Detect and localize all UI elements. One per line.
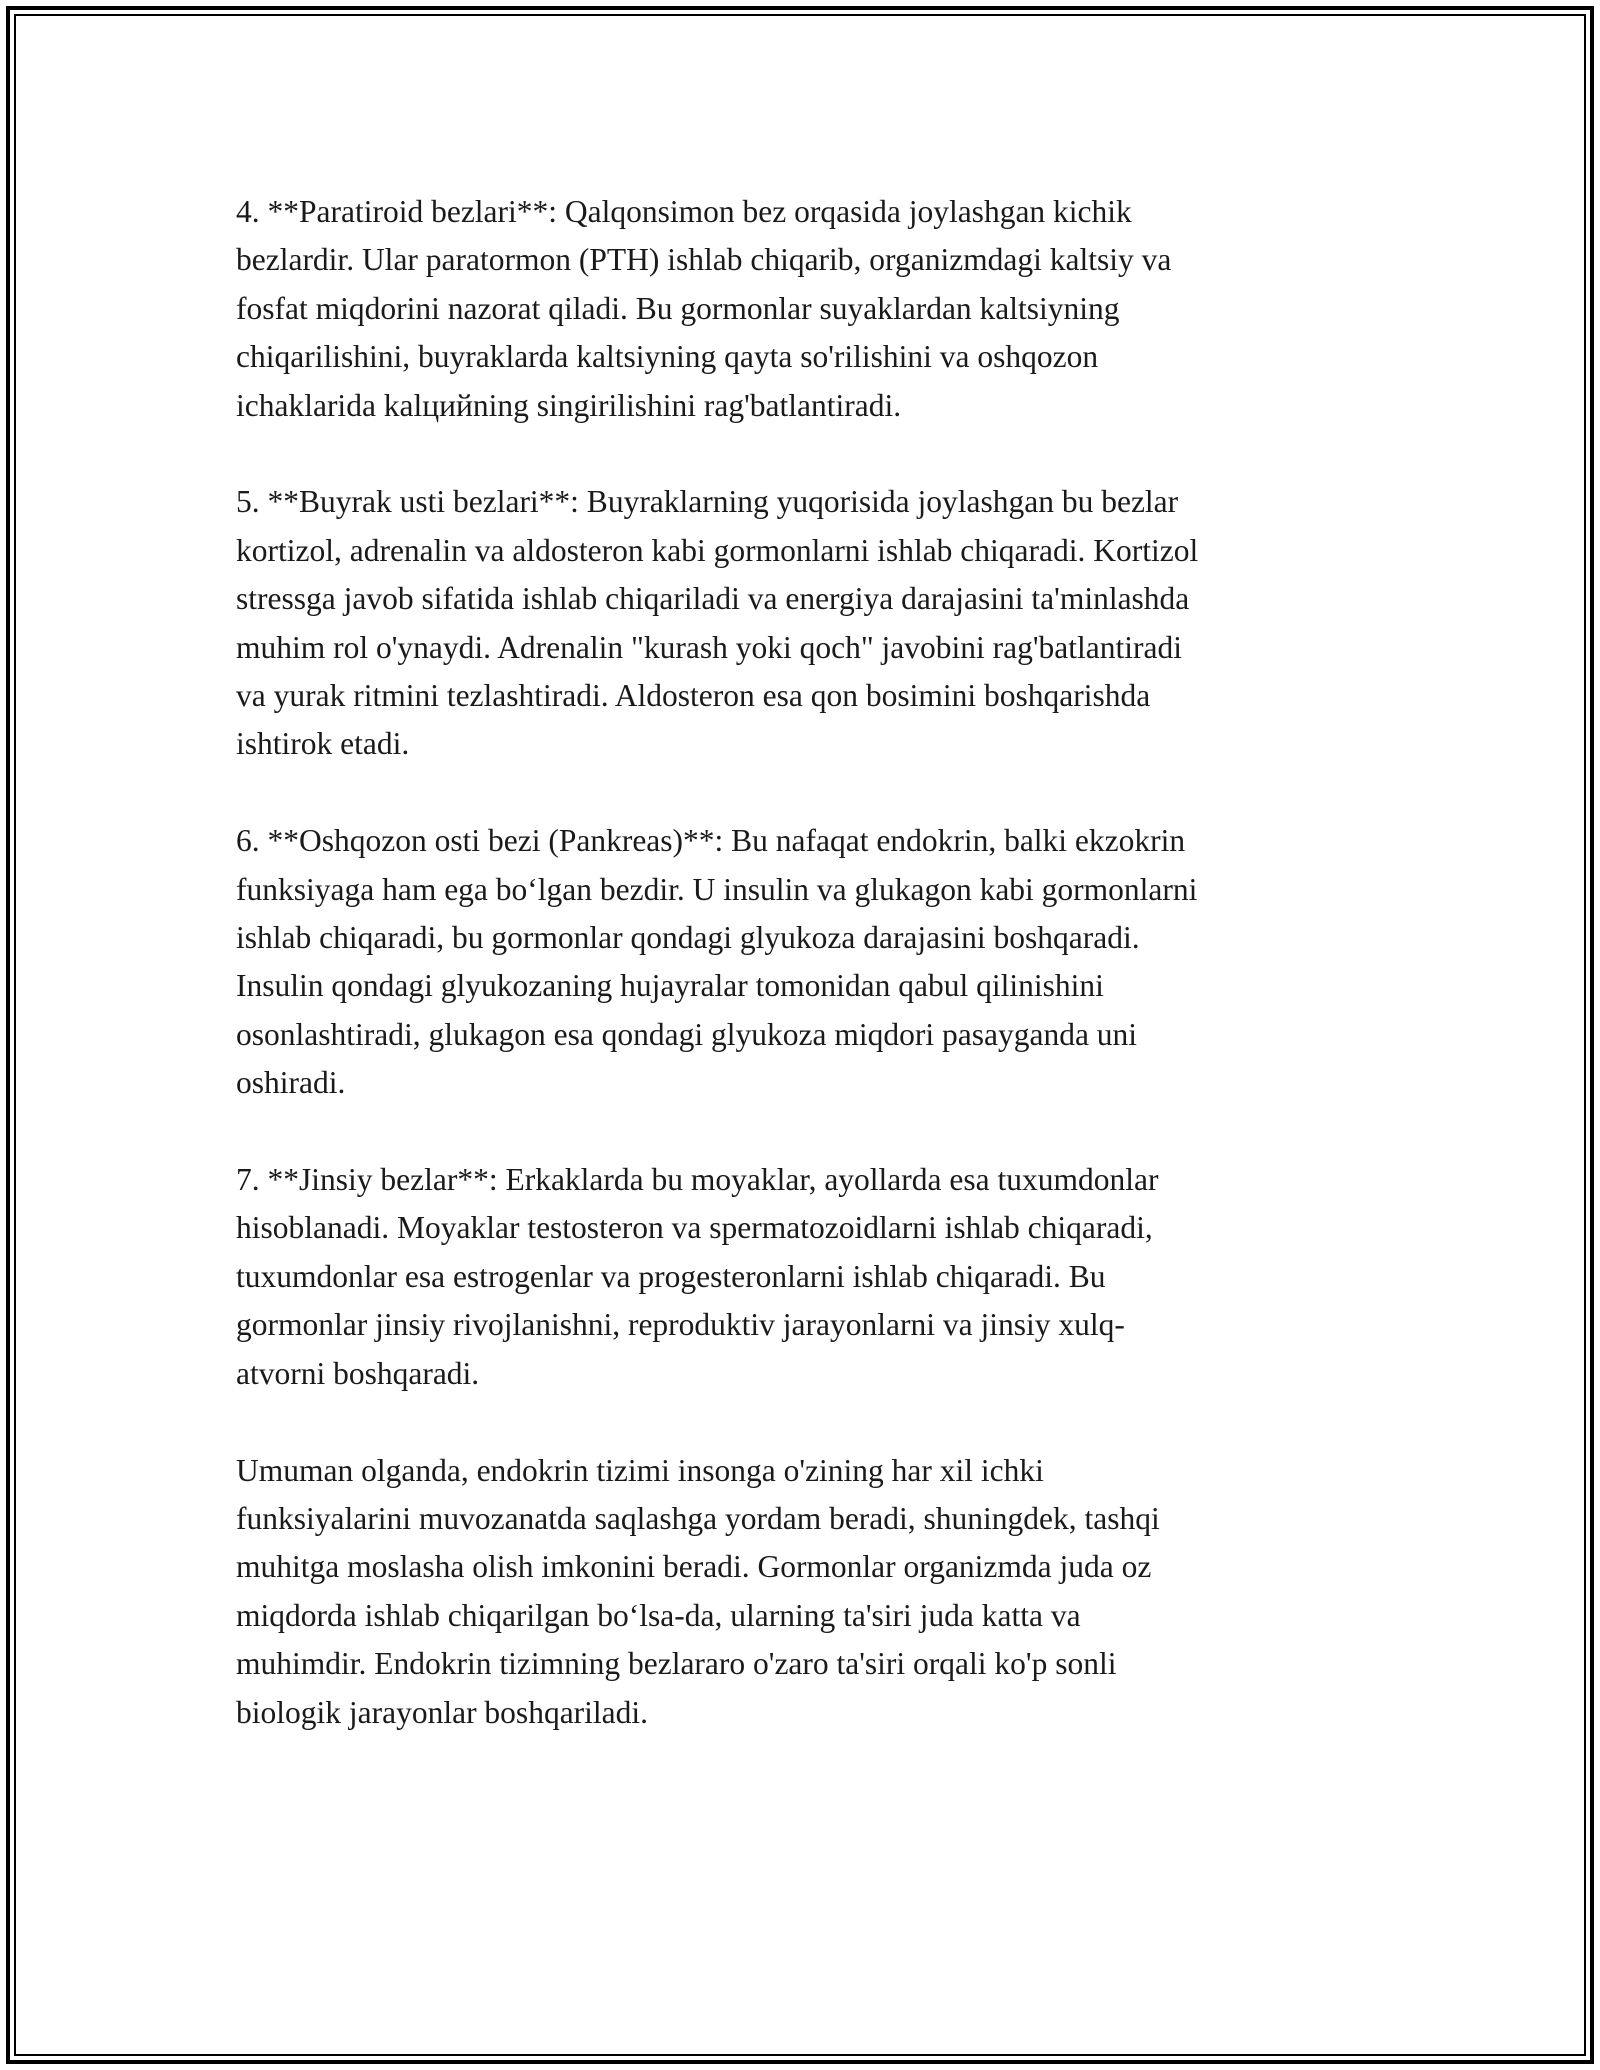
paragraph-jinsiy-bezlar: 7. **Jinsiy bezlar**: Erkaklarda bu moyaklar, ayollarda esa tuxumdonlar hisoblanadi. Moyaklar testosteron va spermatozoidlarni ishlab chiqaradi, tuxumdonlar esa estrogenlar va progesteronlarni ishlab chiqaradi. Bu gormonlar jinsiy rivojlanishni, reproduktiv jarayonlarni va jinsiy xulq- atvorni boshqaradi. xyxy=(236,1162,1159,1391)
paragraph-paratiroid-bezlari: 4. **Paratiroid bezlari**: Qalqonsimon bez orqasida joylashgan kichik bezlardir. Ular paratormon (PTH) ishlab chiqarib, organizmdagi kaltsiy va fosfat miqdorini nazorat qiladi. Bu gormonlar suyaklardan kaltsiyning chiqarilishini, buyraklarda kaltsiyning qayta so'rilishini va oshqozon ichaklarida kalцийning singirilishini rag'batlantiradi. xyxy=(236,194,1172,423)
document-body xyxy=(236,188,1376,1785)
paragraph-oshqozon-osti-bezi: 6. **Oshqozon osti bezi (Pankreas)**: Bu nafaqat endokrin, balki ekzokrin funksiyaga ham ega boʻlgan bezdir. U insulin va glukagon kabi gormonlarni ishlab chiqaradi, bu gormonlar qondagi glyukoza darajasini boshqaradi. Insulin qondagi glyukozaning hujayralar tomonidan qabul qilinishini osonlashtiradi, glukagon esa qondagi glyukoza miqdori pasayganda uni oshiradi. xyxy=(236,823,1198,1101)
paragraph-conclusion: Umuman olganda, endokrin tizimi insonga o'zining har xil ichki funksiyalarini muvozanatda saqlashga yordam beradi, shuningdek, tashqi muhitga moslasha olish imkonini beradi. Gormonlar organizmda juda oz miqdorda ishlab chiqarilgan boʻlsa-da, ularning ta'siri juda katta va muhimdir. Endokrin tizimning bezlararo o'zaro ta'siri orqali ko'p sonli biologik jarayonlar boshqariladi. xyxy=(236,1452,1160,1730)
paragraph-buyrak-usti-bezlari: 5. **Buyrak usti bezlari**: Buyraklarning yuqorisida joylashgan bu bezlar kortizol, adrenalin va aldosteron kabi gormonlarni ishlab chiqaradi. Kortizol stressga javob sifatida ishlab chiqariladi va energiya darajasini ta'minlashda muhim rol o'ynaydi. Adrenalin "kurash yoki qoch" javobini rag'batlantiradi va yurak ritmini tezlashtiradi. Aldosteron esa qon bosimini boshqarishda ishtirok etadi. xyxy=(236,484,1199,762)
